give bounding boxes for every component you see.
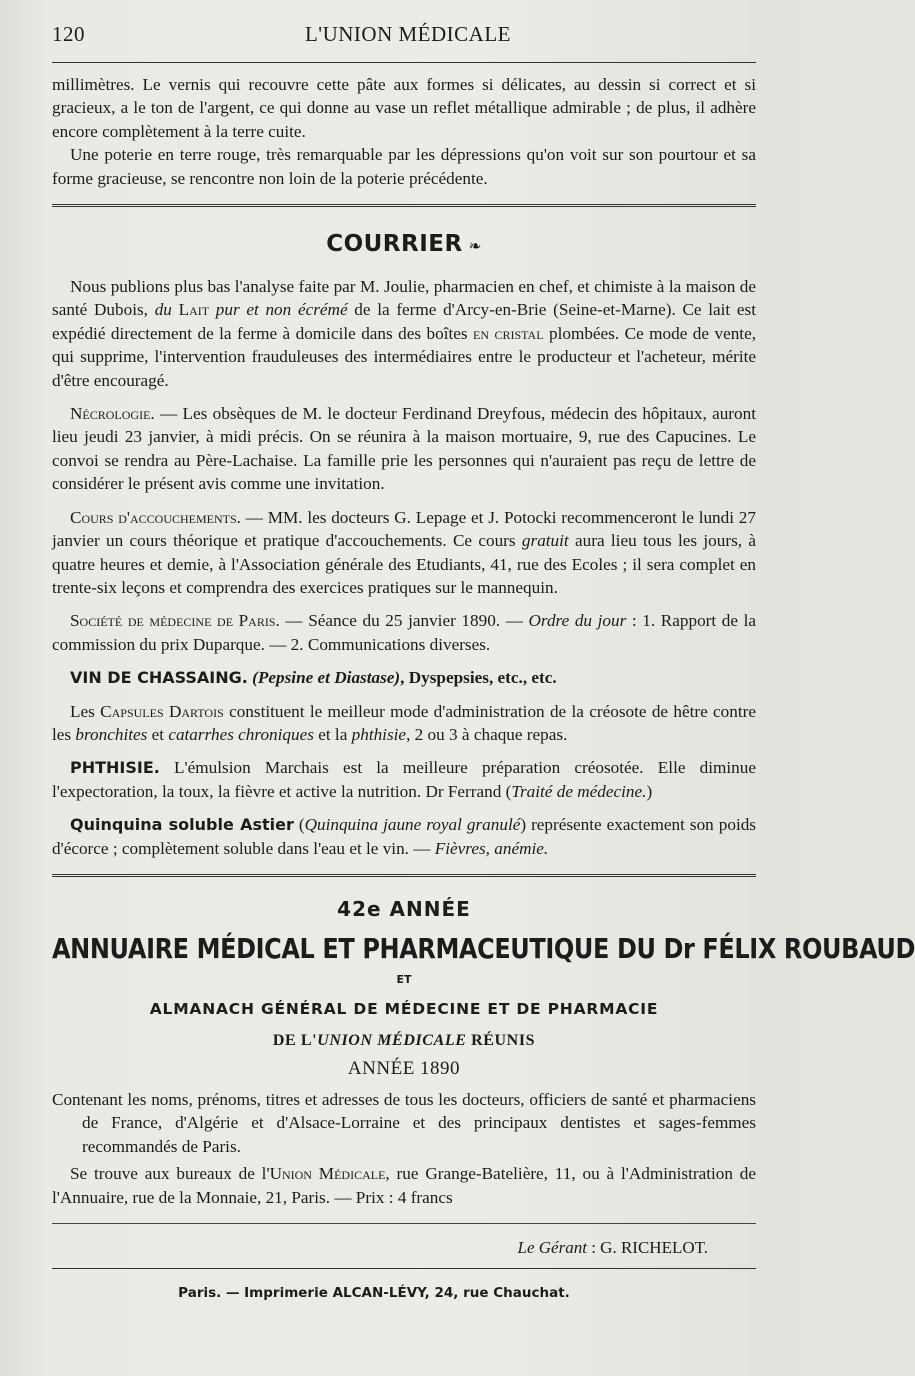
- vin-chassaing-ad: VIN DE CHASSAING. (Pepsine et Diastase), Dyspepsies, etc., etc.: [70, 668, 557, 688]
- section-divider: [52, 204, 756, 209]
- annuaire-subtitle: ALMANACH GÉNÉRAL DE MÉDECINE ET DE PHARMACIE: [149, 999, 659, 1018]
- annuaire-title: ANNUAIRE MÉDICAL ET PHARMACEUTIQUE DU Dr FÉLIX ROUBAUD: [52, 932, 915, 966]
- capsules-dartois-ad: Les Capsules Dartois constituent le meilleur mode d'administration de la créosote de hêtre contre les bronchites et catarrhes chroniques et la phthisie, 2 ou 3 à chaque repas.: [52, 701, 756, 744]
- annuaire-et: ET: [396, 972, 412, 986]
- annuaire-subtitle-2: DE L'UNION MÉDICALE RÉUNIS: [272, 1031, 536, 1049]
- imprimerie-line: Paris. — Imprimerie ALCAN-LÉVY, 24, rue Chauchat.: [178, 1285, 570, 1301]
- footer-rule-2: [52, 1268, 756, 1269]
- running-title: L'UNION MÉDICALE: [304, 22, 511, 46]
- annuaire-annee: ANNÉE 1890: [347, 1057, 461, 1079]
- annuaire-adresse: Se trouve aux bureaux de l'Union Médicale, rue Grange-Batelière, 11, ou à l'Administration de l'Annuaire, rue de la Monnaie, 21, Paris. — Prix : 4 francs: [52, 1164, 756, 1207]
- courrier-title-text: COURRIER: [326, 231, 463, 258]
- page-number: 120: [52, 22, 85, 46]
- quinquina-ad: Quinquina soluble Astier (Quinquina jaune royal granulé) représente exactement son poids d'écorce ; complètement soluble dans l'eau et le vin. — Fièvres, anémie.: [52, 815, 756, 858]
- annuaire-year: 42e ANNÉE: [337, 896, 471, 921]
- cours-paragraph: Cours d'accouchements. — MM. les docteurs G. Lepage et J. Potocki recommenceront le lundi 27 janvier un cours théorique et pratique d'accouchements. Ce cours gratuit aura lieu tous les jours, à quatre heures et demie, à l'Association générale des Etudiants, 41, rue des Ecoles ; il sera complet en trente-six leçons et comprendra des exercices pratiques sur le mannequin.: [52, 507, 756, 597]
- societe-paragraph: Société de médecine de Paris. — Séance du 25 janvier 1890. — Ordre du jour : 1. Rapport de la commission du prix Duparque. — 2. Communications diverses.: [52, 611, 756, 654]
- courrier-title: [52, 231, 756, 257]
- header-rule: [52, 62, 756, 63]
- intro-paragraph-2: Une poterie en terre rouge, très remarquable par les dépressions qu'on voit sur son pourtour et sa forme gracieuse, se rencontre non loin de la poterie précédente.: [52, 145, 756, 188]
- annuaire-divider: [52, 874, 756, 879]
- lait-paragraph: Nous publions plus bas l'analyse faite par M. Joulie, pharmacien en chef, et chimiste à la maison de santé Dubois, du Lait pur et non écrémé de la ferme d'Arcy-en-Brie (Seine-et-Marne). Ce lait est expédié directement de la ferme à domicile dans des boîtes en cristal plombées. Ce mode de vente, qui supprime, l'intervention frauduleuses des intermédiaires entre le producteur et l'acheteur, mérite d'être encouragé.: [52, 277, 756, 390]
- phthisie-ad: PHTHISIE. L'émulsion Marchais est la meilleure préparation créosotée. Elle diminue l'expectoration, la toux, la fièvre et active la nutrition. Dr Ferrand (Traité de médecine.): [52, 758, 756, 801]
- page-header: [52, 22, 756, 62]
- necrologie-paragraph: Nécrologie. — Les obsèques de M. le docteur Ferdinand Dreyfous, médecin des hôpitaux, auront lieu jeudi 23 janvier, à midi précis. On se réunira à la maison mortuaire, 9, rue des Capucines. Le convoi se rendra au Père-Lachaise. La famille prie les personnes qui n'auraient pas reçu de lettre de considérer le présent avis comme une invitation.: [52, 404, 756, 494]
- annuaire-advertisement: [52, 896, 915, 1209]
- intro-paragraph-1: millimètres. Le vernis qui recouvre cette pâte aux formes si délicates, au dessin si correct et si gracieux, a le ton de l'argent, ce qui donne au vase un reflet métallique admirable ; de plus, il adhère encore complètement à la terre cuite.: [52, 75, 756, 141]
- annuaire-contenant: Contenant les noms, prénoms, titres et adresses de tous les docteurs, officiers de santé et pharmaciens de France, d'Algérie et d'Alsace-Lorraine et des principaux dentistes et sages-femmes recommandés de Paris.: [52, 1089, 756, 1156]
- intro-section: [52, 73, 756, 190]
- gerant-line: Le Gérant : G. RICHELOT.: [517, 1238, 708, 1257]
- footer-rule: [52, 1223, 756, 1224]
- fleuron-icon: ❧: [468, 237, 482, 256]
